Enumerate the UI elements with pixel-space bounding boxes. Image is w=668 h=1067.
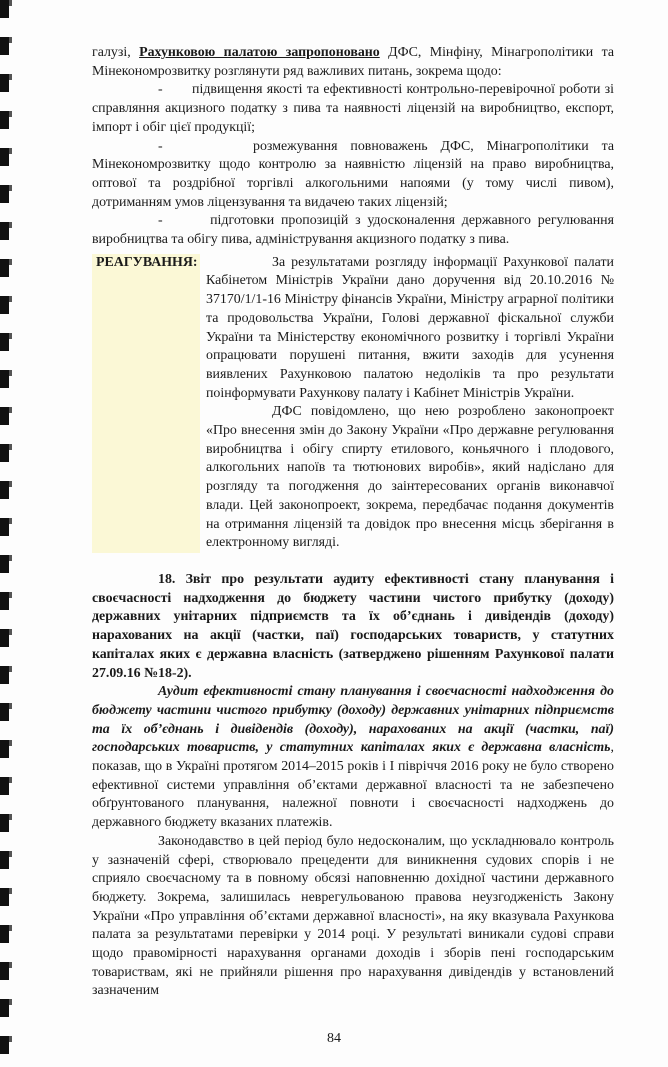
reaction-block (92, 254, 614, 553)
reaction-paragraph: ДФС повідомлено, що нею розроблено законопроект «Про внесення змін до Закону України «Про державне регулювання виробництва і обігу спирту етилового, коньячного і плодового, алкогольних напоїв та тютюнових виробів», який надіслано для розгляду та погодження до заінтересованих органів виконавчої влади. Цей законопроект, зокрема, передбачає подання документів на отримання ліцензій та довідок про внесення місць зберігання в електронному вигляді. (206, 404, 614, 551)
audit-text: , показав, що в Україні протягом 2014–2015 років і І півріччя 2016 року не було створено ефективної системи управління об’єктами державної власності та не забезпечено обґрунтованого планування, належної повноти і своєчасності надходжень до державного бюджету вказаних платежів. (92, 740, 614, 831)
intro-paragraph (92, 44, 614, 81)
intro-rest: ДФС, Мінфіну, Мінагрополітики та Мінекономрозвитку розглянути ряд важливих питань, зокрема щодо: (92, 45, 614, 79)
legislation-paragraph: Законодавство в цей період було недосконалим, що ускладнювало контроль у зазначеній сфері, створювало прецеденти для виникнення судових спорів і не сприяло своєчасному та в повному обсязі наповненню дохідної частини державного бюджету. Зокрема, залишилась неврегульованою правова неузгодженість Закону України «Про управління об’єктами державної власності», на яку вказувала Рахункова палата за результатами перевірки у 2014 році. У результаті виникали судові справи щодо правомірності нарахування органами доходів і зборів пені господарським товариствам, які не прийняли рішення про нарахування дивідендів у встановлений зазначеним (92, 833, 614, 999)
document-page (92, 0, 614, 1001)
binding-edge (0, 0, 9, 1067)
list-item: - розмежування повноважень ДФС, Мінагрополітики та Мінекономрозвитку щодо контролю за наявністю ліцензій на право виробництва, оптової та роздрібної торгівлі алкогольними напоями (у тому числі пивом), дотриманням умов ліцензування та видачею таких ліцензій; (92, 138, 614, 210)
reaction-label: РЕАГУВАННЯ: (92, 254, 200, 553)
audit-paragraph (92, 683, 614, 833)
list-item: - підготовки пропозицій з удосконалення державного регулювання виробництва та обігу пива, адміністрування акцизного податку з пива. (92, 213, 614, 248)
page-number: 84 (327, 1031, 341, 1047)
intro-lead: галузі, (92, 45, 140, 60)
reaction-body (200, 254, 614, 553)
intro-emphasis: Рахунковою палатою запропоновано (139, 45, 380, 60)
reaction-paragraph: За результатами розгляду інформації Рахункової палати Кабінетом Міністрів України дано доручення від 20.10.2016 № 37170/1/1-16 Міністру фінансів України, Міністру аграрної політики та продовольства України, Голові державної фіскальної служби України та Міністерству економічного розвитку і торгівлі України опрацювати порушені питання, вжити заходів для усунення виявлених Рахунковою палатою недоліків та про результати поінформувати Рахункову палату і Кабінет Міністрів України. (206, 254, 614, 401)
binding-holes (9, 0, 12, 1067)
section-heading: 18. Звіт про результати аудиту ефективності стану планування і своєчасності надходження до бюджету частини чистого прибутку (доходу) державних унітарних підприємств та їх об’єднань і дивідендів (доходу) нарахованих на акції (частки, паї) господарських товариств, у статутних капіталах яких є державна власність (затверджено рішенням Рахункової палати 27.09.16 №18-2). (92, 571, 614, 681)
audit-title-italic: Аудит ефективності стану планування і своєчасності надходження до бюджету частини чистого прибутку (доходу) державних унітарних підприємств та їх об’єднань і дивідендів (доходу), нарахованих на акції (частки, паї) господарських товариств, у статутних капіталах яких є державна власність (92, 684, 614, 756)
list-item: - підвищення якості та ефективності контрольно-перевірочної роботи зі справляння акцизного податку з пива та наявності ліцензій на виробництво, експорт, імпорт і обіг цієї продукції; (92, 82, 614, 135)
